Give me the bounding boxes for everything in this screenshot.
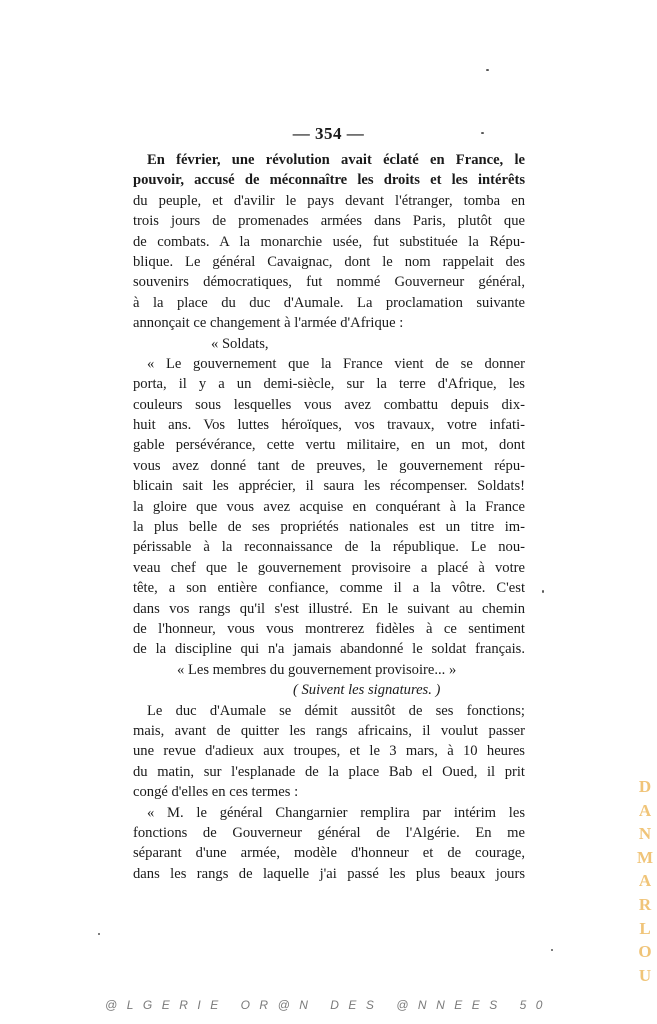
text-line: blicain sait les apprécier, il saura les récompenser. Soldats! xyxy=(133,478,525,495)
text-line: « Les membres du gouvernement provisoire... » xyxy=(177,661,457,678)
text-line: porta, il y a un demi-siècle, sur la terre d'Afrique, les xyxy=(133,376,525,393)
scan-speck xyxy=(486,69,489,71)
side-watermark-letter: D xyxy=(638,777,652,796)
text-line: du peuple, et d'avilir le pays devant l'étranger, tomba en xyxy=(133,192,525,209)
text-line: vous avez donné tant de preuves, le gouvernement répu- xyxy=(133,457,525,474)
text-line: mais, avant de quitter les rangs africains, il voulut passer xyxy=(133,722,525,739)
text-line: gable persévérance, cette vertu militaire, en un mot, dont xyxy=(133,437,525,454)
text-line: congé d'elles en ces termes : xyxy=(133,784,299,801)
text-line: pouvoir, accusé de méconnaître les droits et les intérêts xyxy=(133,172,525,189)
side-watermark-letter: N xyxy=(638,824,652,844)
side-watermark-letter: L xyxy=(639,918,651,938)
text-line: de la discipline qui n'a jamais abandonné le soldat français. xyxy=(133,641,525,658)
side-watermark-letter: A xyxy=(638,800,652,820)
text-line: dans les rangs de laquelle j'ai passé les plus beaux jours xyxy=(133,865,525,882)
text-line: périssable à la reconnaissance de la république. Le nou- xyxy=(133,539,525,556)
text-line: veau chef que le gouvernement provisoire a placé à votre xyxy=(133,559,525,576)
text-line: dans vos rangs qu'il s'est illustré. En le suivant au chemin xyxy=(133,600,525,617)
text-line: « Soldats, xyxy=(211,335,269,352)
page-number: — 354 — xyxy=(292,124,365,143)
side-watermark-letter: R xyxy=(638,894,652,914)
text-line: de l'honneur, vous vous montrerez fidèles à ce sentiment xyxy=(133,620,525,637)
footer-watermark: @LGERIE OR@N DES @NNEES 50 xyxy=(105,998,552,1012)
side-watermark-letter: O xyxy=(638,942,652,962)
text-line: ( Suivent les signatures. ) xyxy=(293,682,441,699)
text-line: « Le gouvernement que la France vient de se donner xyxy=(147,355,525,372)
text-line: la plus belle de ses propriétés nationales est un titre im- xyxy=(133,519,525,536)
text-line: la gloire que vous avez acquise en conquérant à la France xyxy=(133,498,525,515)
side-watermark-letter: A xyxy=(638,871,652,891)
scan-speck xyxy=(551,949,553,951)
scan-speck xyxy=(542,590,544,593)
text-line: couleurs sous lesquelles vous avez combattu depuis dix- xyxy=(133,396,525,413)
side-watermark-letter: M xyxy=(636,847,654,867)
text-line: Le duc d'Aumale se démit aussitôt de ses fonctions; xyxy=(147,702,525,719)
side-watermark-letter: U xyxy=(638,965,652,985)
text-line: fonctions de Gouverneur général de l'Algérie. En me xyxy=(133,824,525,841)
text-line: séparant d'une armée, modèle d'honneur et de courage, xyxy=(133,845,525,862)
text-line: huit ans. Vos luttes héroïques, vos travaux, votre infati- xyxy=(133,417,525,434)
text-line: « M. le général Changarnier remplira par intérim les xyxy=(147,804,525,821)
text-line: En février, une révolution avait éclaté en France, le xyxy=(147,152,525,168)
text-line: tête, a son entière confiance, comme il a la vôtre. C'est xyxy=(133,580,525,597)
scan-speck xyxy=(481,132,484,134)
text-line: souvenirs démocratiques, fut nommé Gouverneur général, xyxy=(133,274,525,291)
text-line: de combats. A la monarchie usée, fut substituée la Répu- xyxy=(133,233,525,250)
text-line: annonçait ce changement à l'armée d'Afrique : xyxy=(133,315,404,332)
body-text xyxy=(133,150,525,884)
text-line: à la place du duc d'Aumale. La proclamation suivante xyxy=(133,294,525,311)
text-line: une revue d'adieux aux troupes, et le 3 mars, à 10 heures xyxy=(133,743,525,760)
side-watermark xyxy=(636,775,654,987)
text-line: du matin, sur l'esplanade de la place Bab el Oued, il prit xyxy=(133,763,525,780)
scan-speck xyxy=(98,933,100,935)
text-line: trois jours de promenades armées dans Paris, plutôt que xyxy=(133,213,525,230)
text-line: blique. Le général Cavaignac, dont le nom rappelait des xyxy=(133,253,525,270)
